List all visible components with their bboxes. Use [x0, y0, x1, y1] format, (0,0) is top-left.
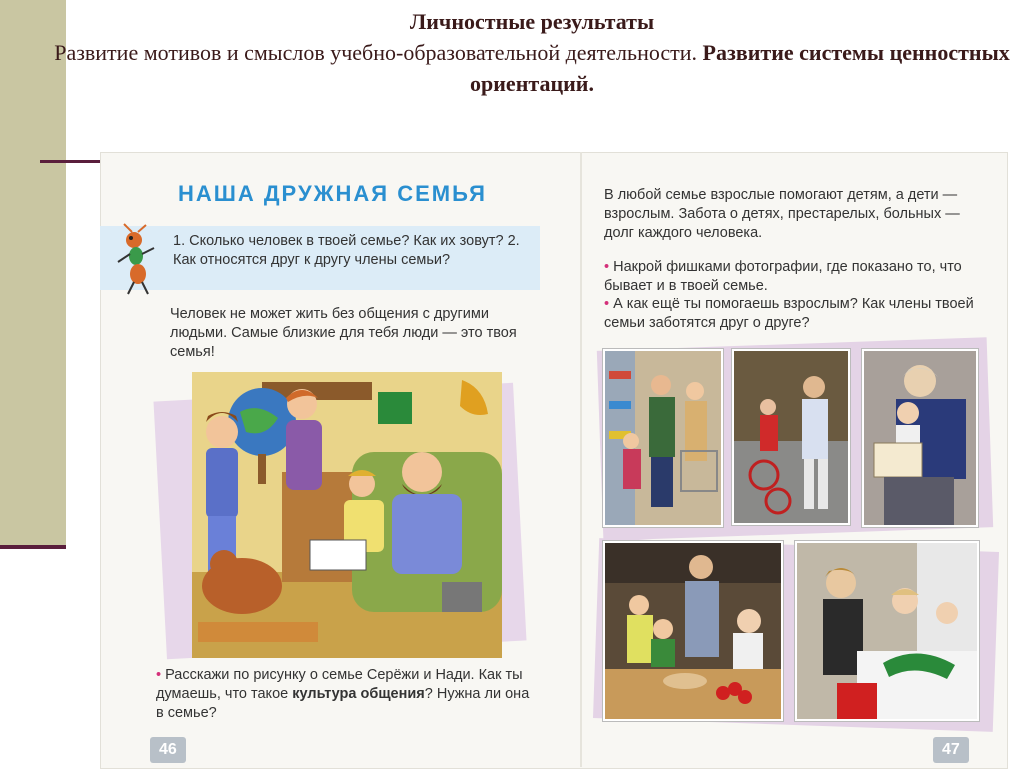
- sick-child-photo-image: [797, 543, 977, 719]
- task-text: Расскажи по рисунку о семье Серёжи и Нади. Как ты думаешь, что такое: [156, 667, 523, 702]
- bullet-icon: •: [604, 296, 610, 312]
- sidebar-bottom-line: [0, 545, 66, 549]
- right-paragraph: В любой семье взрослые помогают детям, а дети — взрослым. Забота о детях, престарелых, больных — долг каждого человека.: [604, 187, 960, 241]
- task-bold-term: культура общения: [292, 686, 425, 702]
- right-bullet-1-text: Накрой фишками фотографии, где показано то, что бывает и в твоей семье.: [604, 259, 962, 294]
- photo-shopping: [603, 349, 723, 527]
- photo-sick-child: [795, 541, 979, 721]
- photo-cooking: [603, 541, 783, 721]
- lesson-title: НАША ДРУЖНАЯ СЕМЬЯ: [178, 181, 487, 206]
- task-bullet-icon: •: [156, 667, 162, 683]
- family-illustration: [192, 372, 502, 658]
- shopping-photo-image: [605, 351, 721, 525]
- slide-title: [40, 6, 1024, 99]
- book-spine: [580, 152, 582, 767]
- reading-photo-image: [864, 351, 976, 525]
- slide-subtitle: Развитие мотивов и смыслов учебно-образовательной деятельности.: [54, 40, 698, 65]
- left-page-number: 46: [150, 737, 186, 763]
- ant-mascot-icon: [112, 222, 160, 296]
- slide-heading: Личностные результаты: [409, 9, 655, 34]
- slide-subtitle-bold: Развитие системы ценностных ориентаций.: [470, 40, 1010, 96]
- photo-bicycle: [732, 349, 850, 525]
- bicycle-photo-image: [734, 351, 848, 523]
- task-end: ? Нужна ли она в семье?: [156, 686, 530, 721]
- cooking-photo-image: [605, 543, 781, 719]
- right-bullet-2: [604, 295, 976, 333]
- sidebar-top-line: [40, 160, 100, 163]
- left-paragraph: Человек не может жить без общения с другими людьми. Самые близкие для тебя люди — это твоя семья!: [170, 306, 517, 360]
- right-page-number: 47: [933, 737, 969, 763]
- lesson-questions: 1. Сколько человек в твоей семье? Как их зовут? 2. Как относятся друг к другу члены семьи?: [173, 233, 520, 268]
- right-bullet-1: [604, 258, 976, 296]
- photo-reading-grandmother: [862, 349, 978, 527]
- left-task: [156, 666, 536, 723]
- bullet-icon: •: [604, 259, 610, 275]
- right-bullet-2-text: А как ещё ты помогаешь взрослым? Как члены твоей семьи заботятся друг о друге?: [604, 296, 974, 331]
